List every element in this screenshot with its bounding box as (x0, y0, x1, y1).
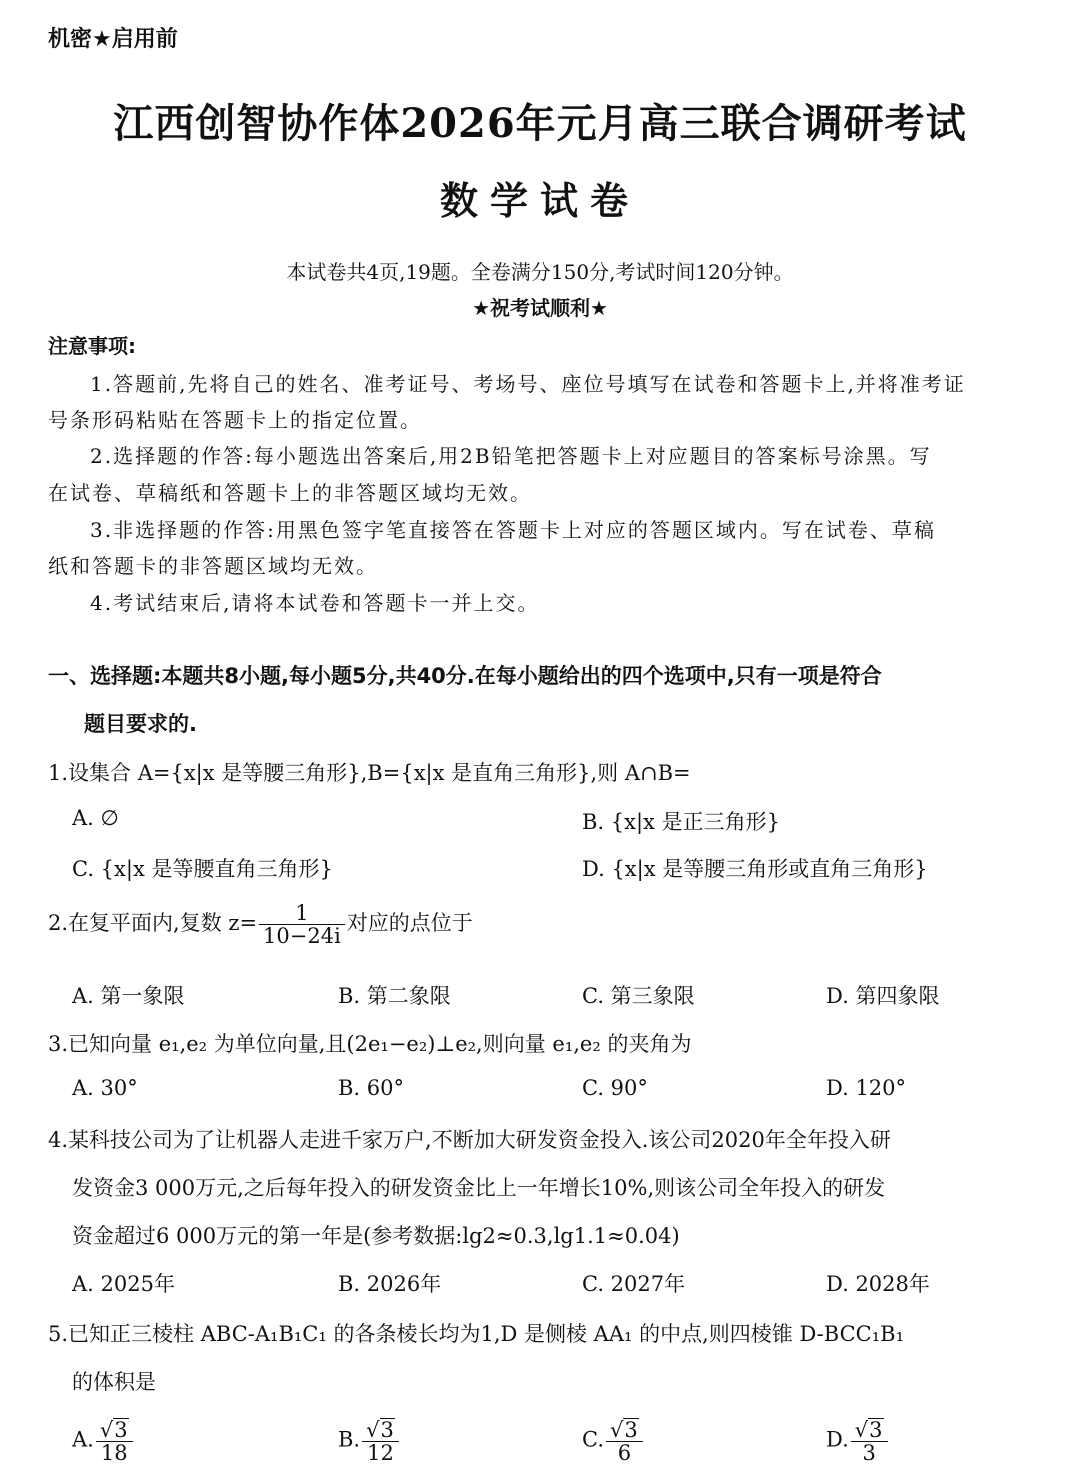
q5-c-denominator: 6 (617, 1441, 632, 1466)
question-2-stem (48, 902, 473, 947)
q5-b-label: B. (338, 1427, 361, 1452)
q3-option-b: B. 60° (338, 1076, 405, 1100)
note-line: 纸和答题卡的非答题区域均无效。 (48, 554, 378, 578)
q1-option-c: C. {x|x 是等腰直角三角形} (72, 857, 333, 881)
exam-info: 本试卷共4页,19题。全卷满分150分,考试时间120分钟。 (286, 260, 794, 284)
q3-option-a: A. 30° (72, 1076, 138, 1100)
q5-d-radicand: 3 (869, 1418, 883, 1442)
q5-c-radicand: 3 (624, 1418, 638, 1442)
q5-b-denominator: 12 (367, 1441, 394, 1466)
q2-stem-post: 对应的点位于 (346, 911, 473, 936)
q5-c-label: C. (582, 1427, 604, 1452)
exam-title: 江西创智协作体2026年元月高三联合调研考试 (113, 100, 967, 147)
q2-fraction (259, 902, 345, 947)
q2-stem-pre: 2.在复平面内,复数 z= (48, 911, 258, 936)
sqrt-icon: √ (610, 1418, 624, 1442)
q4-option-a: A. 2025年 (72, 1272, 175, 1296)
q4-option-b: B. 2026年 (338, 1272, 442, 1296)
q5-option-a (72, 1418, 135, 1464)
q3-option-d: D. 120° (826, 1076, 907, 1100)
q1-option-d: D. {x|x 是等腰三角形或直角三角形} (582, 857, 928, 881)
q5-a-radicand: 3 (114, 1418, 128, 1442)
section-heading: 一、选择题:本题共8小题,每小题5分,共40分.在每小题给出的四个选项中,只有一项是符合 (48, 664, 882, 688)
q5-option-b (338, 1418, 401, 1464)
q4-option-c: C. 2027年 (582, 1272, 686, 1296)
question-5-line: 5.已知正三棱柱 ABC-A₁B₁C₁ 的各条棱长均为1,D 是侧棱 AA₁ 的中点,则四棱锥 D-BCC₁B₁ (48, 1322, 905, 1346)
q5-option-d (826, 1418, 890, 1464)
note-line: 3.非选择题的作答:用黑色签字笔直接答在答题卡上对应的答题区域内。写在试卷、草稿 (90, 518, 936, 542)
q2-denominator: 10−24i (263, 924, 341, 949)
q4-option-d: D. 2028年 (826, 1272, 930, 1296)
note-line: 4.考试结束后,请将本试卷和答题卡一并上交。 (90, 591, 540, 615)
q2-numerator: 1 (259, 902, 345, 925)
q5-d-denominator: 3 (862, 1441, 876, 1466)
q5-d-fraction (851, 1418, 888, 1464)
note-line: 2.选择题的作答:每小题选出答案后,用2B铅笔把答题卡上对应题目的答案标号涂黑。写 (90, 444, 932, 468)
q1-option-b: B. {x|x 是正三角形} (582, 810, 780, 834)
q5-a-fraction (96, 1418, 133, 1464)
note-line: 1.答题前,先将自己的姓名、准考证号、考场号、座位号填写在试卷和答题卡上,并将准考证 (90, 372, 966, 396)
section-heading-cont: 题目要求的. (84, 712, 197, 736)
good-luck-line: ★祝考试顺利★ (472, 296, 608, 320)
q1-option-a: A. ∅ (72, 806, 119, 830)
sqrt-icon: √ (854, 1418, 869, 1442)
note-line: 在试卷、草稿纸和答题卡上的非答题区域均无效。 (48, 481, 532, 505)
q2-option-c: C. 第三象限 (582, 984, 695, 1008)
q2-option-b: B. 第二象限 (338, 984, 451, 1008)
q5-b-fraction (362, 1418, 399, 1464)
subject-title: 数学试卷 (439, 179, 640, 223)
q5-a-label: A. (72, 1427, 94, 1452)
q5-a-denominator: 18 (100, 1441, 128, 1466)
question-5-line: 的体积是 (72, 1370, 156, 1394)
sqrt-icon: √ (99, 1418, 114, 1442)
q5-b-radicand: 3 (380, 1418, 394, 1442)
q5-c-fraction (606, 1418, 643, 1464)
q2-option-d: D. 第四象限 (826, 984, 940, 1008)
q2-option-a: A. 第一象限 (72, 984, 185, 1008)
q5-d-label: D. (826, 1427, 849, 1452)
sqrt-icon: √ (366, 1418, 380, 1442)
notes-heading: 注意事项: (48, 334, 136, 358)
confidential-label: 机密★启用前 (48, 27, 178, 52)
question-3-stem: 3.已知向量 e₁,e₂ 为单位向量,且(2e₁−e₂)⊥e₂,则向量 e₁,e₂ 的夹角为 (48, 1032, 692, 1056)
question-4-line: 资金超过6 000万元的第一年是(参考数据:lg2≈0.3,lg1.1≈0.04) (72, 1224, 680, 1248)
question-1-stem: 1.设集合 A={x|x 是等腰三角形},B={x|x 是直角三角形},则 A∩B= (48, 761, 691, 785)
note-line: 号条形码粘贴在答题卡上的指定位置。 (48, 408, 422, 432)
question-4-line: 4.某科技公司为了让机器人走进千家万户,不断加大研发资金投入.该公司2020年全年投入研 (48, 1128, 891, 1152)
q3-option-c: C. 90° (582, 1076, 648, 1100)
q5-option-c (582, 1418, 645, 1464)
question-4-line: 发资金3 000万元,之后每年投入的研发资金比上一年增长10%,则该公司全年投入的研发 (72, 1176, 886, 1200)
